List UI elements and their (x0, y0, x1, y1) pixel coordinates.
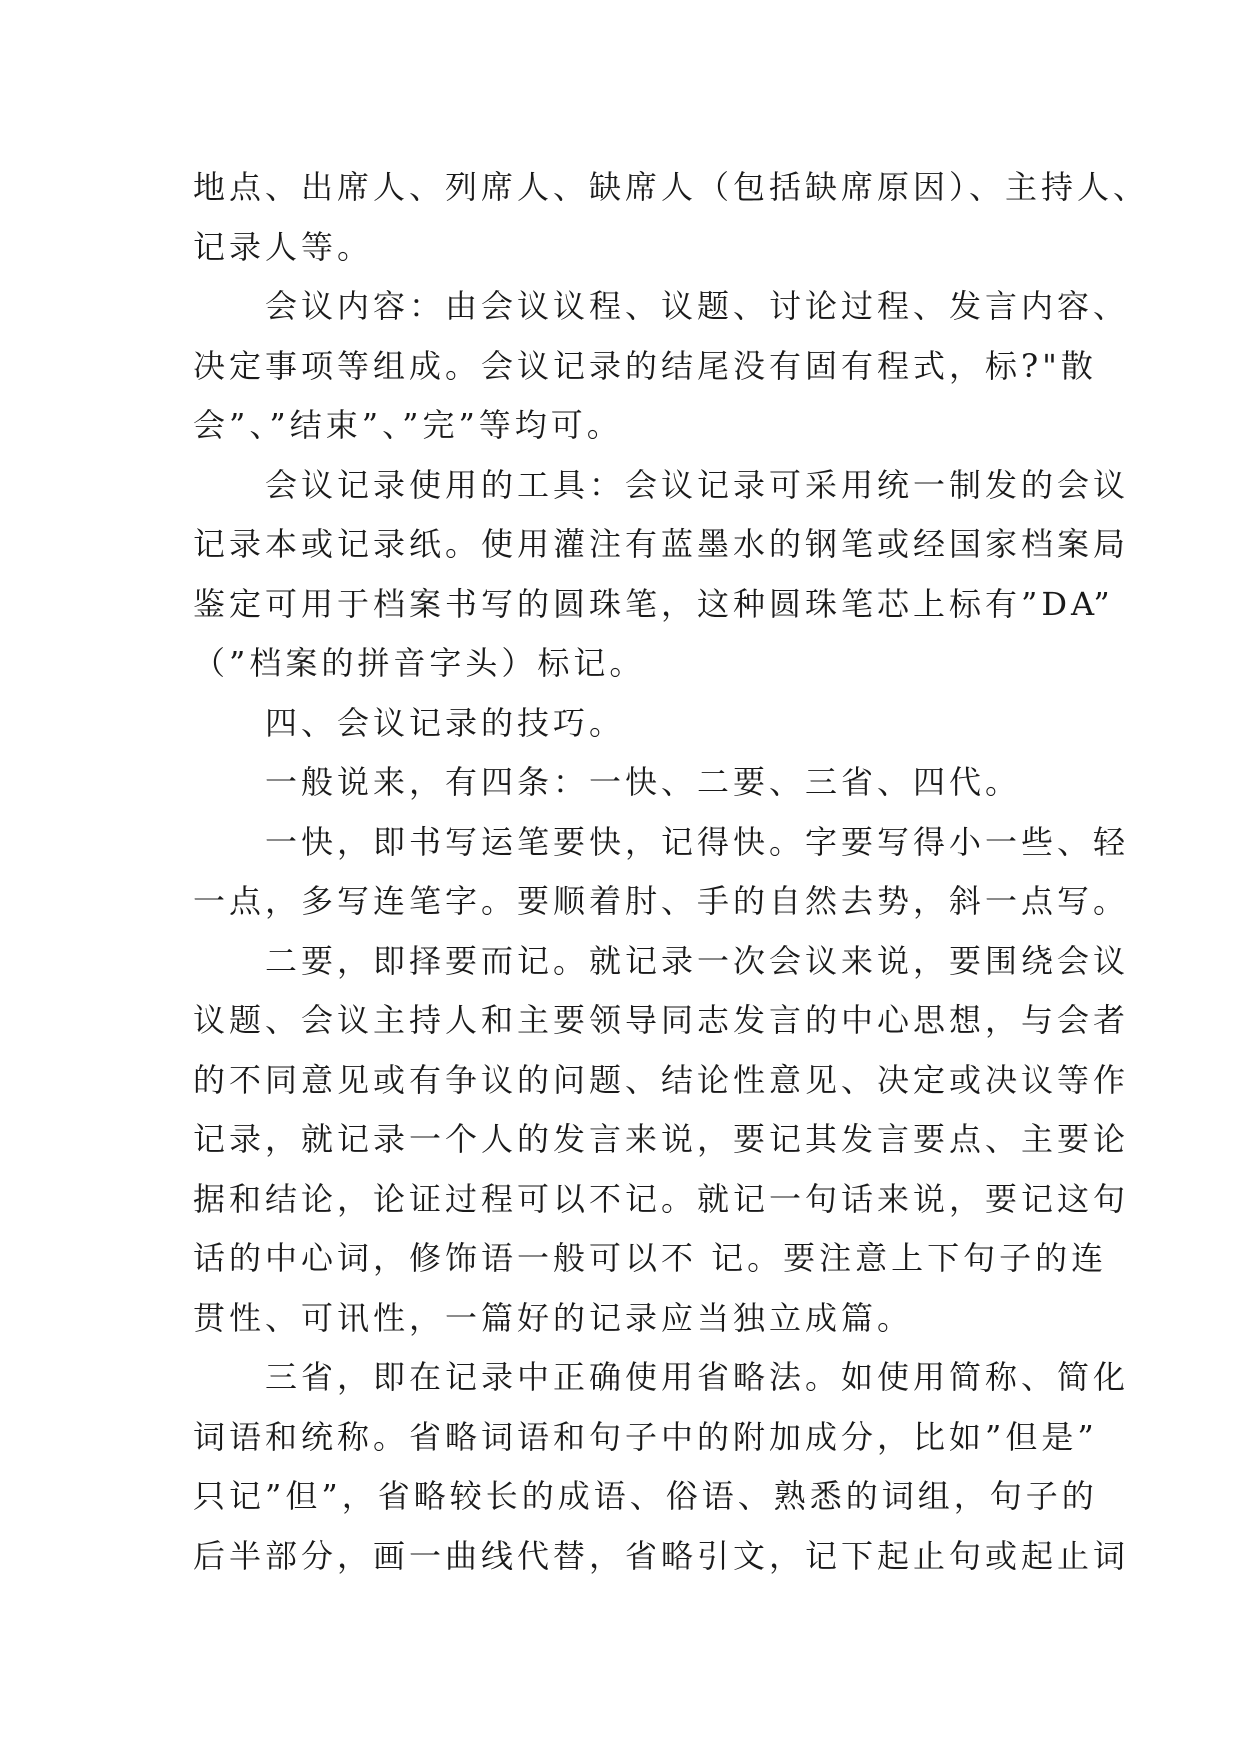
text-line: 一快，即书写运笔要快，记得快。字要写得小一些、轻 (265, 822, 1130, 861)
text-line: 会”、”结束”、”完”等均可。 (193, 406, 623, 444)
text-line: 贯性、可讯性，一篇好的记录应当独立成篇。 (193, 1298, 914, 1337)
text-line: 记录本或记录纸。使用灌注有蓝墨水的钢笔或经国家档案局 (193, 525, 1130, 563)
text-line: 后半部分，画一曲线代替，省略引文，记下起止句或起止词 (193, 1536, 1130, 1575)
text-line: 只记”但”，省略较长的成语、俗语、熟悉的词组，句子的 (193, 1477, 1098, 1515)
text-line: 话的中心词，修饰语一般可以不 记。要注意上下句子的连 (193, 1239, 1108, 1277)
text-line: 二要，即择要而记。就记录一次会议来说，要围绕会议 (265, 941, 1130, 980)
text-line: 一般说来，有四条：一快、二要、三省、四代。 (265, 763, 1022, 801)
body-text (193, 158, 1150, 1586)
text-line: 一点，多写连笔字。要顺着肘、手的自然去势，斜一点写。 (193, 882, 1130, 920)
text-line: （”档案的拼音字头）标记。 (193, 644, 646, 682)
text-line: 的不同意见或有争议的问题、结论性意见、决定或决议等作 (193, 1060, 1130, 1099)
text-line: 决定事项等组成。会议记录的结尾没有固有程式，标?"散 (193, 346, 1097, 385)
text-line: 会议记录使用的工具：会议记录可采用统一制发的会议 (265, 465, 1130, 504)
text-line: 地点、出席人、列席人、缺席人（包括缺席原因）、主持人、 (193, 168, 1150, 206)
text-line: 议题、会议主持人和主要领导同志发言的中心思想，与会者 (193, 1001, 1130, 1039)
text-line: 鉴定可用于档案书写的圆珠笔，这种圆珠笔芯上标有”DA” (193, 584, 1114, 623)
text-line: 记录，就记录一个人的发言来说，要记其发言要点、主要论 (193, 1120, 1130, 1158)
text-line: 记录人等。 (193, 227, 374, 266)
text-line: 三省，即在记录中正确使用省略法。如使用简称、简化 (265, 1358, 1130, 1396)
text-line: 四、会议记录的技巧。 (265, 703, 626, 742)
text-line: 词语和统称。省略词语和句子中的附加成分，比如”但是” (193, 1417, 1098, 1456)
text-line: 据和结论，论证过程可以不记。就记一句话来说，要记这句 (193, 1179, 1130, 1218)
text-line: 会议内容：由会议议程、议题、讨论过程、发言内容、 (265, 287, 1130, 325)
